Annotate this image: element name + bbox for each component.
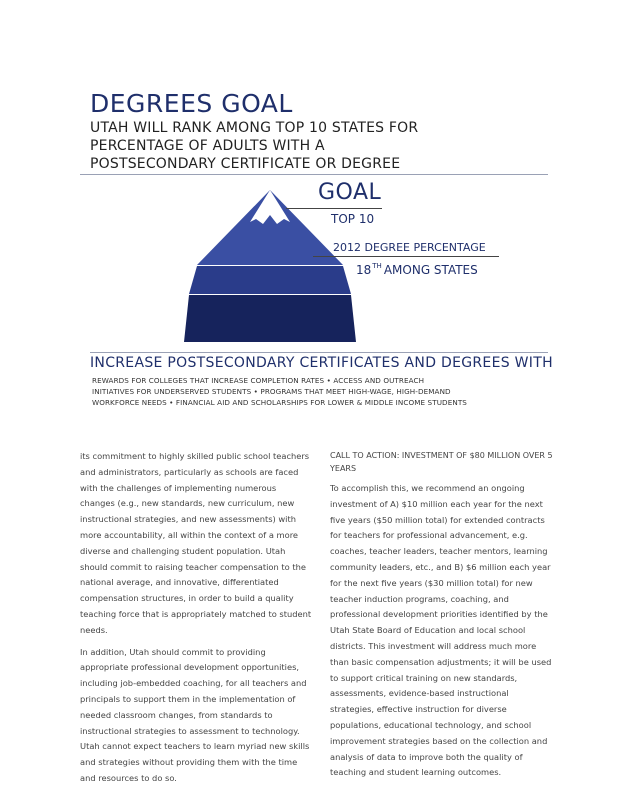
- rank-suffix: TH: [372, 262, 382, 270]
- pyramid-tier-base: [184, 295, 356, 342]
- right-column: [330, 449, 555, 787]
- initiatives-heading: INCREASE POSTSECONDARY CERTIFICATES AND DEGREES WITH: [90, 355, 553, 371]
- subtitle-line: UTAH WILL RANK AMONG TOP 10 STATES FOR: [90, 120, 419, 136]
- body-paragraph: In addition, Utah should commit to providing appropriate professional development opportunities, including job-embedded coaching, for all teachers and principals to support them in the implementation of needed classroom changes, from standards to instructional strategies to assessment to technology. Utah cannot expect teachers to learn myriad new skills and strategies without providing them with the time and resources to do so.: [80, 646, 310, 783]
- left-column: [80, 449, 312, 793]
- page-title: DEGREES GOAL: [90, 89, 293, 118]
- initiatives-line: INITIATIVES FOR UNDERSERVED STUDENTS • PROGRAMS THAT MEET HIGH-WAGE, HIGH-DEMAND: [92, 387, 451, 396]
- section-divider: [90, 352, 548, 353]
- pyramid-tier-mid: [189, 266, 351, 294]
- current-rank: [356, 262, 478, 277]
- goal-rule: [286, 208, 382, 209]
- goal-pyramid: [184, 182, 356, 342]
- rank-text: AMONG STATES: [383, 263, 478, 277]
- percentage-rule: [313, 256, 499, 257]
- subtitle-line: PERCENTAGE OF ADULTS WITH A: [90, 138, 325, 154]
- header-divider: [80, 174, 548, 175]
- subtitle-line: POSTSECONDARY CERTIFICATE OR DEGREE: [90, 156, 401, 172]
- rank-number: 18: [356, 263, 372, 277]
- goal-label: GOAL: [318, 180, 382, 205]
- degree-percentage-label: 2012 DEGREE PERCENTAGE: [333, 241, 486, 254]
- initiatives-line: REWARDS FOR COLLEGES THAT INCREASE COMPLETION RATES • ACCESS AND OUTREACH: [92, 376, 425, 385]
- body-paragraph: its commitment to highly skilled public school teachers and administrators, particularly as schools are faced with the challenges of implementing numerous changes (e.g., new standards, new curriculum, new instructional strategies, and new assessments) with more accountability, all within the context of a more diverse and challenging student population. Utah should commit to raising teacher compensation to the national average, and innovative, differentiated compensation structures, in order to build a quality teaching force that is appropriately matched to student needs.: [80, 451, 312, 635]
- page-subtitle: [90, 119, 418, 173]
- initiatives-line: WORKFORCE NEEDS • FINANCIAL AID AND SCHOLARSHIPS FOR LOWER & MIDDLE INCOME STUDENTS: [92, 398, 467, 407]
- goal-target: TOP 10: [331, 212, 375, 226]
- call-to-action-heading: CALL TO ACTION: INVESTMENT OF $80 MILLION OVER 5 YEARS: [330, 451, 553, 473]
- body-paragraph: To accomplish this, we recommend an ongoing investment of A) $10 million each year for the next five years ($50 million total) for extended contracts for teachers for professional advancement, e.g. coaches, teacher leaders, teacher mentors, learning community leaders, etc., and B) $6 million each year for the next five years ($30 million total) for new teacher induction programs, coaching, and professional development priorities identified by the Utah State Board of Education and local school districts. This investment will address much more than basic compensation adjustments; it will be used to support critical training on new standards, assessments, evidence-based instructional strategies, effective instruction for diverse populations, educational technology, and school improvement strategies based on the collection and analysis of data to improve both the quality of teaching and student learning outcomes.: [330, 483, 552, 778]
